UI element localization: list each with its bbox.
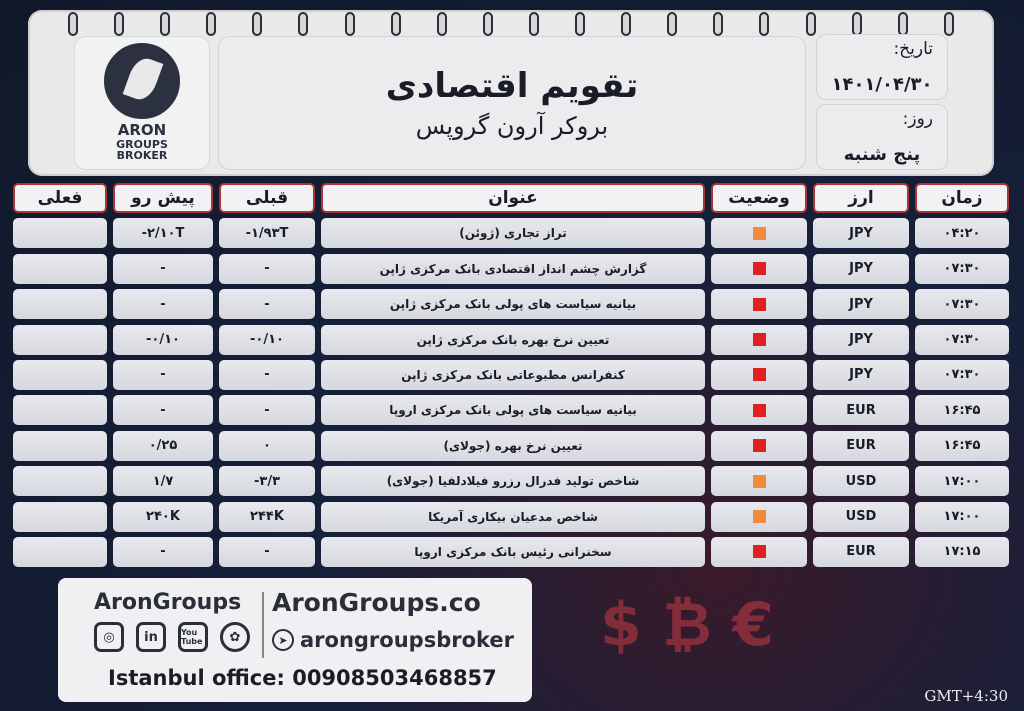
cell-status: [711, 502, 807, 532]
cell-currency: JPY: [813, 360, 909, 390]
office-phone: Istanbul office: 00908503468857: [108, 666, 497, 690]
calendar-table: [10, 183, 1012, 572]
cell-currency: USD: [813, 502, 909, 532]
cell-title: بیانیه سیاست های پولی بانک مرکزی اروپا: [321, 395, 705, 425]
logo-line3: BROKER: [116, 149, 168, 163]
cell-actual: [13, 395, 107, 425]
cell-currency: EUR: [813, 537, 909, 567]
cell-status: [711, 218, 807, 248]
cell-actual: [13, 360, 107, 390]
date-label: تاریخ:: [893, 39, 933, 59]
brand-logo: [74, 36, 210, 170]
cell-title: تراز تجاری (ژوئن): [321, 218, 705, 248]
importance-square-icon: [753, 404, 766, 417]
cell-time: ۰۷:۳۰: [915, 325, 1009, 355]
table-row: [10, 466, 1012, 501]
date-box: [816, 34, 948, 100]
youtube-icon[interactable]: You Tube: [178, 622, 208, 652]
cell-previous: -: [219, 395, 315, 425]
currency-decoration-icon: $ ₿ €: [600, 590, 775, 660]
cell-time: ۱۷:۱۵: [915, 537, 1009, 567]
cell-currency: USD: [813, 466, 909, 496]
cell-title: سخنرانی رئیس بانک مرکزی اروپا: [321, 537, 705, 567]
table-row: [10, 325, 1012, 360]
cell-title: تعیین نرخ بهره (جولای): [321, 431, 705, 461]
cell-previous: ۰: [219, 431, 315, 461]
cell-status: [711, 360, 807, 390]
table-row: [10, 502, 1012, 537]
cell-previous: -۱/۹۳T: [219, 218, 315, 248]
calendar-rings: [68, 12, 954, 34]
header-previous: قبلی: [219, 183, 315, 213]
header-status: وضعیت: [711, 183, 807, 213]
table-row: [10, 431, 1012, 466]
cell-previous: -: [219, 537, 315, 567]
cell-forecast: -: [113, 360, 213, 390]
cell-currency: EUR: [813, 395, 909, 425]
cell-time: ۰۷:۳۰: [915, 360, 1009, 390]
table-row: [10, 537, 1012, 572]
cell-actual: [13, 502, 107, 532]
importance-square-icon: [753, 262, 766, 275]
telegram-icon: ➤: [272, 629, 294, 651]
cell-status: [711, 431, 807, 461]
table-header-row: [10, 183, 1012, 218]
cell-currency: JPY: [813, 325, 909, 355]
social-icons: [94, 622, 250, 652]
cell-previous: -۰/۱۰: [219, 325, 315, 355]
cell-previous: -۳/۳: [219, 466, 315, 496]
cell-time: ۰۷:۳۰: [915, 254, 1009, 284]
page-title: تقویم اقتصادی: [385, 66, 639, 106]
table-row: [10, 395, 1012, 430]
cell-time: ۱۷:۰۰: [915, 466, 1009, 496]
cell-title: گزارش چشم انداز اقتصادی بانک مرکزی ژاپن: [321, 254, 705, 284]
cell-actual: [13, 466, 107, 496]
cell-actual: [13, 218, 107, 248]
cell-currency: JPY: [813, 254, 909, 284]
cell-previous: -: [219, 254, 315, 284]
cell-title: بیانیه سیاست های پولی بانک مرکزی ژاپن: [321, 289, 705, 319]
cell-title: کنفرانس مطبوعاتی بانک مرکزی ژاپن: [321, 360, 705, 390]
day-value: پنج شنبه: [843, 144, 921, 165]
cell-previous: -: [219, 289, 315, 319]
telegram-handle: arongroupsbroker: [300, 628, 515, 652]
cell-actual: [13, 325, 107, 355]
cell-forecast: -۰/۱۰: [113, 325, 213, 355]
cell-status: [711, 289, 807, 319]
cell-title: شاخص مدعیان بیکاری آمریکا: [321, 502, 705, 532]
cell-status: [711, 254, 807, 284]
cell-forecast: ۱/۷: [113, 466, 213, 496]
importance-square-icon: [753, 333, 766, 346]
table-row: [10, 289, 1012, 324]
logo-line1: ARON: [117, 121, 167, 139]
cell-forecast: ۰/۲۵: [113, 431, 213, 461]
page-subtitle: بروکر آرون گروپس: [415, 112, 609, 140]
importance-square-icon: [753, 545, 766, 558]
cell-actual: [13, 537, 107, 567]
cell-title: تعیین نرخ بهره بانک مرکزی ژاپن: [321, 325, 705, 355]
table-row: [10, 218, 1012, 253]
header-currency: ارز: [813, 183, 909, 213]
cell-previous: -: [219, 360, 315, 390]
cell-time: ۱۷:۰۰: [915, 502, 1009, 532]
cell-forecast: -: [113, 254, 213, 284]
aparat-icon[interactable]: ✿: [220, 622, 250, 652]
header-title: عنوان: [321, 183, 705, 213]
cell-title: شاخص تولید فدرال رزرو فیلادلفیا (جولای): [321, 466, 705, 496]
title-box: [218, 36, 806, 170]
logo-line2: GROUPS: [116, 137, 168, 151]
brand-name: AronGroups: [94, 590, 242, 615]
cell-actual: [13, 431, 107, 461]
telegram-line[interactable]: [272, 628, 514, 652]
header-actual: فعلی: [13, 183, 107, 213]
date-value: ۱۴۰۱/۰۴/۳۰: [831, 74, 933, 95]
importance-square-icon: [753, 510, 766, 523]
cell-forecast: -: [113, 537, 213, 567]
cell-forecast: -: [113, 289, 213, 319]
cell-actual: [13, 289, 107, 319]
header-forecast: پیش رو: [113, 183, 213, 213]
cell-time: ۰۴:۲۰: [915, 218, 1009, 248]
cell-status: [711, 325, 807, 355]
cell-currency: JPY: [813, 289, 909, 319]
table-row: [10, 360, 1012, 395]
table-row: [10, 254, 1012, 289]
cell-currency: EUR: [813, 431, 909, 461]
cell-currency: JPY: [813, 218, 909, 248]
linkedin-icon[interactable]: in: [136, 622, 166, 652]
cell-previous: ۲۴۴K: [219, 502, 315, 532]
footer-panel: [58, 578, 532, 702]
cell-time: ۱۶:۴۵: [915, 431, 1009, 461]
cell-status: [711, 537, 807, 567]
importance-square-icon: [753, 227, 766, 240]
logo-leaf-icon: [104, 43, 180, 119]
cell-time: ۰۷:۳۰: [915, 289, 1009, 319]
cell-status: [711, 466, 807, 496]
cell-time: ۱۶:۴۵: [915, 395, 1009, 425]
day-label: روز:: [902, 109, 933, 129]
timezone-label: GMT+4:30: [924, 687, 1008, 705]
importance-square-icon: [753, 298, 766, 311]
importance-square-icon: [753, 439, 766, 452]
header-time: زمان: [915, 183, 1009, 213]
cell-forecast: -: [113, 395, 213, 425]
footer-divider: [262, 592, 264, 658]
instagram-icon[interactable]: ◎: [94, 622, 124, 652]
importance-square-icon: [753, 368, 766, 381]
day-box: [816, 104, 948, 170]
website-link[interactable]: AronGroups.co: [272, 588, 481, 617]
importance-square-icon: [753, 475, 766, 488]
cell-forecast: -۲/۱۰T: [113, 218, 213, 248]
cell-status: [711, 395, 807, 425]
cell-actual: [13, 254, 107, 284]
cell-forecast: ۲۴۰K: [113, 502, 213, 532]
